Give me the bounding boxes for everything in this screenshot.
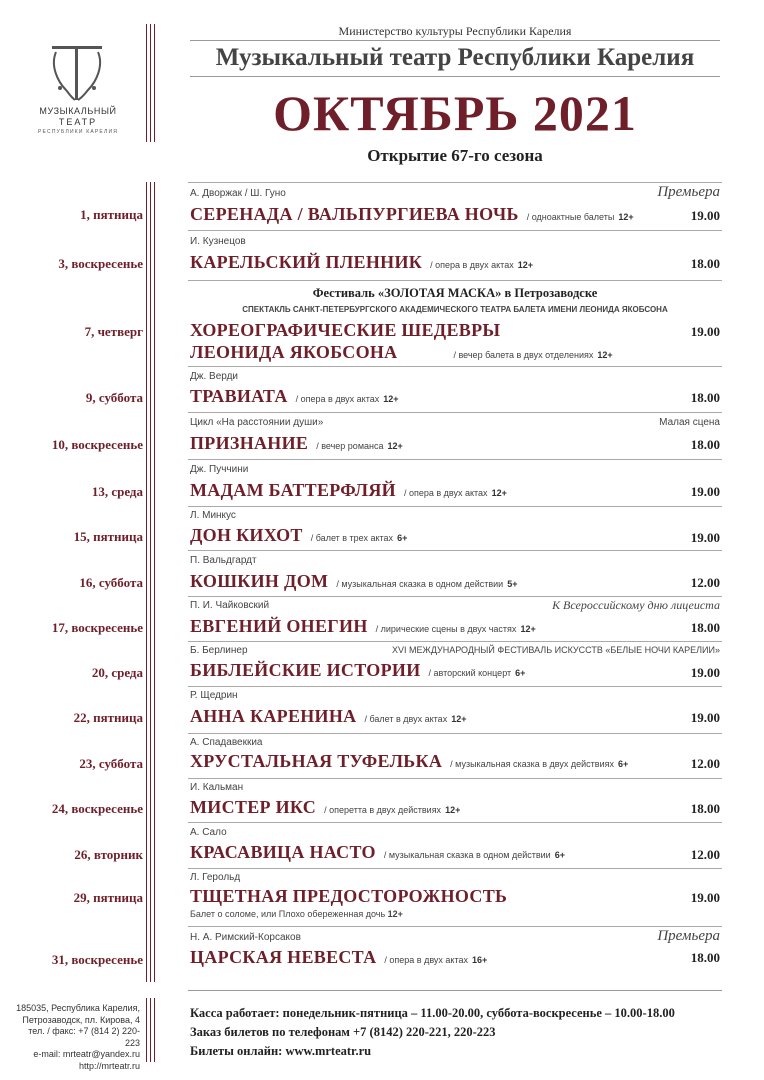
event-genre: / лирические сцены в двух частях xyxy=(375,624,517,634)
row-separator xyxy=(188,182,722,183)
divider-line xyxy=(146,182,147,982)
event-date: 10, воскресенье xyxy=(51,437,143,452)
event-title[interactable]: МАДАМ БАТТЕРФЛЯЙ / опера в двух актах 12+ xyxy=(190,480,507,500)
festival-subtitle: СПЕКТАКЛЬ САНКТ-ПЕТЕРБУРГСКОГО АКАДЕМИЧЕСКОГО ТЕАТРА БАЛЕТА ИМЕНИ ЛЕОНИДА ЯКОБСОНА xyxy=(242,305,668,314)
age-rating: 12+ xyxy=(451,714,467,724)
divider-line xyxy=(146,998,147,1062)
event-time: 19.00 xyxy=(690,665,720,680)
event-title[interactable]: ТЩЕТНАЯ ПРЕДОСТОРОЖНОСТЬ xyxy=(190,886,508,906)
event-time: 18.00 xyxy=(690,950,720,965)
event-date: 23, суббота xyxy=(79,756,143,771)
row-separator xyxy=(188,733,722,734)
event-date: 9, суббота xyxy=(85,390,143,405)
event-author: Б. Берлинер xyxy=(190,645,248,656)
header-rule xyxy=(190,40,720,41)
age-rating: 12+ xyxy=(491,488,507,498)
row-separator xyxy=(188,926,722,927)
age-rating: 12+ xyxy=(383,394,399,404)
email-link[interactable]: e-mail: mrteatr@yandex.ru xyxy=(33,1049,140,1059)
page-title: ОКТЯБРЬ 2021 xyxy=(273,85,637,141)
event-date: 7, четверг xyxy=(84,324,143,339)
event-author: Л. Герольд xyxy=(190,872,241,883)
theatre-logo xyxy=(30,42,126,142)
event-title[interactable]: КАРЕЛЬСКИЙ ПЛЕННИК / опера в двух актах 12+ xyxy=(190,252,533,272)
event-genre: / авторский концерт xyxy=(428,668,512,678)
age-rating: 6+ xyxy=(554,850,565,860)
event-note: Малая сцена xyxy=(659,417,720,428)
logo-text-line1: МУЗЫКАЛЬНЫЙ xyxy=(39,106,117,116)
website-link[interactable]: http://mrteatr.ru xyxy=(78,1060,140,1071)
age-rating: 12+ xyxy=(520,624,536,634)
event-author: А. Сало xyxy=(190,827,227,838)
event-author: Н. А. Римский-Корсаков xyxy=(190,932,301,943)
event-genre: / балет в трех актах xyxy=(310,533,394,543)
row-separator xyxy=(188,686,722,687)
address-line: 185035, Республика Карелия, xyxy=(16,1003,140,1013)
contact-address xyxy=(14,1003,140,1072)
event-date: 31, воскресенье xyxy=(51,952,143,967)
event-title[interactable]: АННА КАРЕНИНА / балет в двух актах 12+ xyxy=(190,706,467,726)
event-time: 12.00 xyxy=(690,756,720,771)
event-author: П. И. Чайковский xyxy=(190,600,270,611)
event-author: А. Спадавеккиа xyxy=(190,737,263,748)
event-genre: / музыкальная сказка в двух действиях xyxy=(450,759,614,769)
event-date: 24, воскресенье xyxy=(51,801,143,816)
event-title[interactable]: ХОРЕОГРАФИЧЕСКИЕ ШЕДЕВРЫ xyxy=(190,320,501,340)
age-rating: 6+ xyxy=(515,668,526,678)
event-title[interactable]: КОШКИН ДОМ / музыкальная сказка в одном действии 5+ xyxy=(190,571,518,591)
age-rating: 12+ xyxy=(387,909,403,919)
age-rating: 12+ xyxy=(445,805,461,815)
event-time: 19.00 xyxy=(690,890,720,905)
event-time: 12.00 xyxy=(690,575,720,590)
event-genre: / балет в двух актах xyxy=(364,714,448,724)
event-title[interactable]: ЕВГЕНИЙ ОНЕГИН / лирические сцены в двух частях 12+ xyxy=(190,616,536,636)
event-author: П. Вальдгардт xyxy=(190,555,257,566)
event-date: 17, воскресенье xyxy=(51,620,143,635)
divider-line xyxy=(154,998,155,1062)
row-separator xyxy=(188,596,722,597)
divider-line xyxy=(146,24,147,142)
event-genre: / вечер романса xyxy=(316,441,384,451)
ministry-label: Министерство культуры Республики Карелия xyxy=(338,24,572,38)
event-author: Дж. Пуччини xyxy=(190,464,249,475)
event-time: 19.00 xyxy=(690,710,720,725)
event-date: 16, суббота xyxy=(79,575,143,590)
event-date: 26, вторник xyxy=(74,847,143,862)
event-time: 18.00 xyxy=(690,437,720,452)
event-date: 29, пятница xyxy=(73,890,143,905)
row-separator xyxy=(188,822,722,823)
event-date: 22, пятница xyxy=(73,710,143,725)
row-separator xyxy=(188,550,722,551)
event-author: А. Дворжак / Ш. Гуно xyxy=(190,188,286,199)
event-time: 19.00 xyxy=(690,208,720,223)
row-separator xyxy=(188,412,722,413)
age-rating: 12+ xyxy=(618,212,634,222)
event-title[interactable]: СЕРЕНАДА / ВАЛЬПУРГИЕВА НОЧЬ / одноактные балеты 12+ xyxy=(190,204,634,224)
event-note: К Всероссийскому дню лицеиста xyxy=(552,598,720,612)
online-tickets-link[interactable]: Билеты онлайн: www.mrteatr.ru xyxy=(190,1044,372,1058)
row-separator xyxy=(188,868,722,869)
event-author: Р. Щедрин xyxy=(190,690,238,701)
event-genre: / опера в двух актах xyxy=(403,488,488,498)
divider-line xyxy=(154,182,155,982)
event-author: Цикл «На расстоянии души» xyxy=(190,417,324,428)
ticket-phone: Заказ билетов по телефонам +7 (8142) 220-221, 220-223 xyxy=(190,1025,496,1039)
row-separator xyxy=(188,280,722,281)
phone-line: тел. / факс: +7 (814 2) 220-223 xyxy=(28,1026,140,1048)
theatre-name: Музыкальный театр Республики Карелия xyxy=(215,44,695,71)
event-genre: / оперетта в двух действиях xyxy=(324,805,442,815)
event-author: Л. Минкус xyxy=(190,510,236,521)
event-genre: / одноактные балеты xyxy=(526,212,615,222)
event-time: 18.00 xyxy=(690,620,720,635)
row-separator xyxy=(188,778,722,779)
festival-title: Фестиваль «ЗОЛОТАЯ МАСКА» в Петрозаводске xyxy=(312,286,598,300)
box-office-hours: Касса работает: понедельник-пятница – 11.00-20.00, суббота-воскресенье – 10.00-18.00 xyxy=(190,1006,675,1020)
divider-line xyxy=(154,24,155,142)
event-time: 18.00 xyxy=(690,390,720,405)
row-separator xyxy=(188,641,722,642)
event-title[interactable]: ТРАВИАТА / опера в двух актах 12+ xyxy=(190,386,399,406)
event-title[interactable]: КРАСАВИЦА НАСТО / музыкальная сказка в одном действии 6+ xyxy=(190,842,565,862)
event-author: И. Кальман xyxy=(190,782,244,793)
event-genre: / вечер балета в двух отделениях xyxy=(453,350,594,360)
age-rating: 16+ xyxy=(471,955,488,965)
event-time: 19.00 xyxy=(690,324,720,339)
event-title[interactable]: ЦАРСКАЯ НЕВЕСТА / опера в двух актах 16+ xyxy=(190,947,488,967)
event-genre: / опера в двух актах xyxy=(384,955,468,965)
event-author: Дж. Верди xyxy=(190,371,239,382)
event-time: 12.00 xyxy=(690,847,720,862)
row-separator xyxy=(188,459,722,460)
age-rating: 6+ xyxy=(617,759,629,769)
logo-text-line2: ТЕАТР xyxy=(58,117,98,127)
row-separator xyxy=(188,366,722,367)
event-time: 19.00 xyxy=(690,484,720,499)
row-separator xyxy=(188,230,722,231)
event-time: 18.00 xyxy=(690,801,720,816)
event-time: 19.00 xyxy=(690,530,720,545)
event-title[interactable]: БИБЛЕЙСКИЕ ИСТОРИИ / авторский концерт 6+ xyxy=(190,660,526,680)
event-title[interactable]: ПРИЗНАНИЕ / вечер романса 12+ xyxy=(190,433,403,453)
event-genre: / опера в двух актах xyxy=(430,260,514,270)
theatre-logo-mark-icon xyxy=(44,42,110,104)
header-rule xyxy=(190,76,720,77)
season-subtitle: Открытие 67-го сезона xyxy=(367,146,543,165)
age-rating: 6+ xyxy=(397,533,408,543)
event-date: 15, пятница xyxy=(73,529,143,544)
age-rating: 12+ xyxy=(387,441,403,451)
footer-rule xyxy=(188,990,722,991)
event-date: 1, пятница xyxy=(80,207,143,222)
event-note: Премьера xyxy=(657,184,720,200)
divider-line xyxy=(150,24,151,142)
divider-line xyxy=(150,182,151,982)
event-subtitle: Балет о соломе, или Плохо обереженная дочь 12+ xyxy=(190,909,403,919)
event-title[interactable]: МИСТЕР ИКС / оперетта в двух действиях 12+ xyxy=(190,797,461,817)
row-separator xyxy=(188,506,722,507)
event-time: 18.00 xyxy=(690,256,720,271)
event-genre: / музыкальная сказка в одном действии xyxy=(336,579,504,589)
event-author: И. Кузнецов xyxy=(190,236,246,247)
age-rating: 5+ xyxy=(507,579,518,589)
event-note: XVI МЕЖДУНАРОДНЫЙ ФЕСТИВАЛЬ ИСКУССТВ «БЕЛЫЕ НОЧИ КАРЕЛИИ» xyxy=(392,645,720,655)
event-title[interactable]: ХРУСТАЛЬНАЯ ТУФЕЛЬКА / музыкальная сказка в двух действиях 6+ xyxy=(190,751,629,771)
age-rating: 12+ xyxy=(517,260,533,270)
age-rating: 12+ xyxy=(597,350,613,360)
event-genre: / опера в двух актах xyxy=(295,394,380,404)
event-date: 13, среда xyxy=(91,484,143,499)
logo-text-line3: РЕСПУБЛИКИ КАРЕЛИЯ xyxy=(37,129,119,135)
event-note: Премьера xyxy=(657,928,720,944)
event-genre: / музыкальная сказка в одном действии xyxy=(383,850,551,860)
address-line: Петрозаводск, пл. Кирова, 4 xyxy=(22,1014,140,1025)
event-date: 20, среда xyxy=(91,665,143,680)
divider-line xyxy=(150,998,151,1062)
event-title-line2[interactable]: ЛЕОНИДА ЯКОБСОНА / вечер балета в двух отделениях 12+ xyxy=(190,342,613,362)
event-title[interactable]: ДОН КИХОТ / балет в трех актах 6+ xyxy=(190,525,408,545)
event-date: 3, воскресенье xyxy=(58,256,143,271)
